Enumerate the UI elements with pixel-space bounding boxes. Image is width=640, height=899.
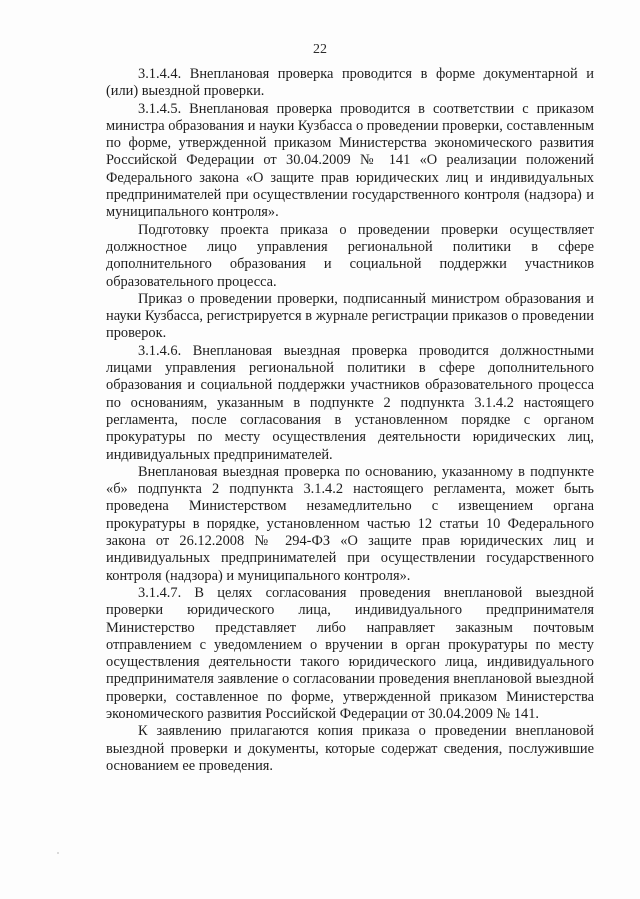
scan-artifact bbox=[57, 852, 59, 854]
paragraph-order-preparation: Подготовку проекта приказа о проведении проверки осуществляет должностное лицо управления региональной политики в сфере дополнительного образования и социальной поддержки участников образовательного процесса. bbox=[106, 221, 594, 290]
paragraph-immediate-inspection: Внеплановая выездная проверка по основанию, указанному в подпункте «б» подпункта 2 подпункта 3.1.4.2 настоящего регламента, может быть проведена Министерством незамедлительно с извещением органа прокуратуры в порядке, установленном частью 12 статьи 10 Федерального закона от 26.12.2008 № 294-ФЗ «О защите прав юридических лиц и индивидуальных предпринимателей при осуществлении государственного контроля (надзора) и муниципального контроля». bbox=[106, 463, 594, 584]
page-number: 22 bbox=[313, 42, 327, 57]
document-body bbox=[106, 66, 594, 775]
paragraph-3-1-4-4: 3.1.4.4. Внеплановая проверка проводится в форме документарной и (или) выездной проверки. bbox=[106, 66, 594, 100]
paragraph-3-1-4-5: 3.1.4.5. Внеплановая проверка проводится в соответствии с приказом министра образования и науки Кузбасса о проведении проверки, составленным по форме, утвержденной приказом Министерства экономического развития Российской Федерации от 30.04.2009 № 141 «О реализации положений Федерального закона «О защите прав юридических лиц и индивидуальных предпринимателей при осуществлении государственного контроля (надзора) и муниципального контроля». bbox=[106, 100, 594, 221]
paragraph-3-1-4-6: 3.1.4.6. Внеплановая выездная проверка проводится должностными лицами управления региональной политики в сфере дополнительного образования и социальной поддержки участников образовательного процесса по основаниям, указанным в подпункте 2 подпункта 3.1.4.2 настоящего регламента, после согласования в установленном порядке с органом прокуратуры по месту осуществления деятельности юридических лиц, индивидуальных предпринимателей. bbox=[106, 342, 594, 463]
paragraph-order-registration: Приказ о проведении проверки, подписанный министром образования и науки Кузбасса, регистрируется в журнале регистрации приказов о проведении проверок. bbox=[106, 290, 594, 342]
paragraph-application-attachments: К заявлению прилагаются копия приказа о проведении внеплановой выездной проверки и документы, которые содержат сведения, послужившие основанием ее проведения. bbox=[106, 723, 594, 774]
paragraph-3-1-4-7: 3.1.4.7. В целях согласования проведения внеплановой выездной проверки юридического лица, индивидуального предпринимателя Министерство представляет либо направляет заказным почтовым отправлением с уведомлением о вручении в орган прокуратуры по месту осуществления деятельности такого юридического лица, индивидуального предпринимателя заявление о согласовании проведения внеплановой выездной проверки, составленное по форме, утвержденной приказом Министерства экономического развития Российской Федерации от 30.04.2009 № 141. bbox=[106, 584, 594, 722]
